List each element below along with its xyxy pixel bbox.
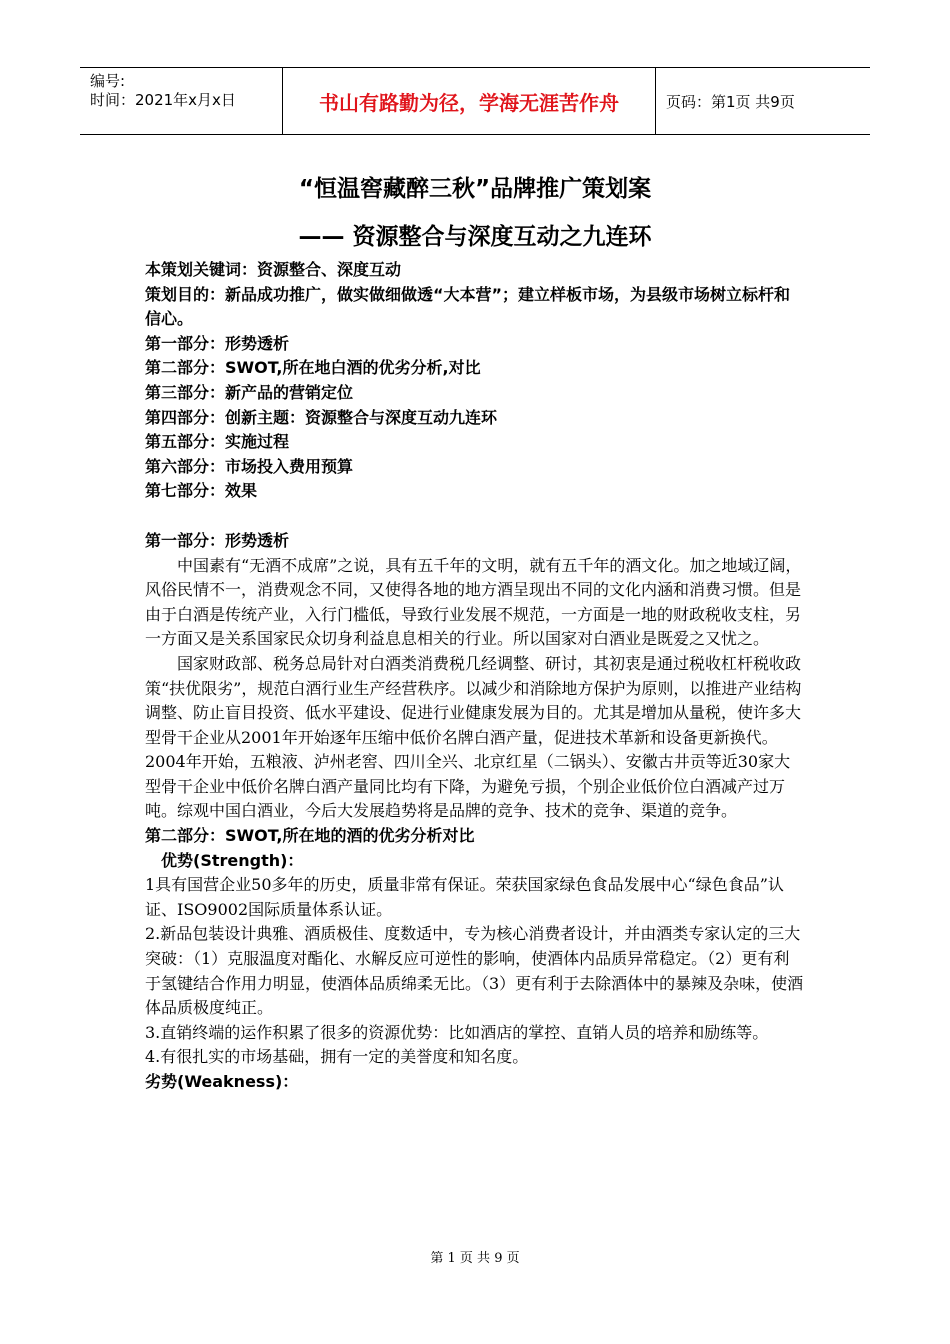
header-meta (80, 68, 282, 134)
page-header (80, 67, 870, 135)
strength-item: 2.新品包装设计典雅、酒质极佳、度数适中，专为核心消费者设计，并由酒类专家认定的三大突破：（1）克服温度对酯化、水解反应可逆性的影响，使酒体内品质异常稳定。（2）更有利于氢键结合作用力明显，使酒体品质绵柔无比。（3）更有利于去除酒体中的暴辣及杂味，使酒体品质极度纯正。 (145, 924, 804, 1018)
toc-item: 第四部分：创新主题：资源整合与深度互动九连环 (145, 407, 498, 427)
toc-item: 第三部分：新产品的营销定位 (145, 382, 354, 402)
toc-item: 第一部分：形势透析 (145, 333, 290, 353)
toc-item: 第二部分：SWOT,所在地白酒的优劣分析,对比 (145, 358, 481, 378)
toc-item: 第七部分：效果 (145, 481, 258, 501)
section1-paragraph: 中国素有“无酒不成席”之说，具有五千年的文明，就有五千年的酒文化。加之地域辽阔，风俗民情不一，消费观念不同，又使得各地的地方酒呈现出不同的文化内涵和消费习惯。但是由于白酒是传统产业，入行门槛低，导致行业发展不规范，一方面是一地的财政税收支柱，另一方面又是关系国家民众切身利益息息相关的行业。所以国家对白酒业是既爱之又忧之。 (145, 555, 802, 649)
time-label: 时间：2021年x月x日 (90, 91, 236, 109)
section1-paragraph: 国家财政部、税务总局针对白酒类消费税几经调整、研讨，其初衷是通过税收杠杆税收政策“扶优限劣”，规范白酒行业生产经营秩序。以减少和消除地方保护为原则，以推进产业结构调整、防止盲目投资、低水平建设、促进行业健康发展为目的。尤其是增加从量税，使许多大型骨干企业从2001年开始逐年压缩中低价名牌白酒产量，促进技术革新和设备更新换代。2004年开始，五粮液、泸州老窖、四川全兴、北京红星（二锅头）、安徽古井贡等近30家大型骨干企业中低价名牌白酒产量同比均有下降，为避免亏损，个别企业低价位白酒减产过万吨。综观中国白酒业，今后大发展趋势将是品牌的竞争、技术的竞争、渠道的竞争。 (145, 653, 802, 821)
strength-item: 1具有国营企业50多年的历史，质量非常有保证。荣获国家绿色食品发展中心“绿色食品”认证、ISO9002国际质量体系认证。 (145, 875, 784, 919)
document-title: “恒温窖藏醉三秋”品牌推广策划案 (298, 176, 652, 202)
header-page-info: 页码：第1页 共9页 (666, 92, 795, 111)
toc-item: 第六部分：市场投入费用预算 (145, 456, 354, 476)
number-label: 编号: (90, 72, 126, 90)
page-footer: 第 1 页 共 9 页 (430, 1251, 520, 1266)
header-motto: 书山有路勤为径，学海无涯苦作舟 (282, 68, 656, 134)
keywords-line: 本策划关键词：资源整合、深度互动 (145, 260, 402, 279)
strength-item: 3.直销终端的运作积累了很多的资源优势：比如酒店的掌控、直销人员的培养和励练等。 (145, 1022, 769, 1042)
toc-item: 第五部分：实施过程 (145, 432, 290, 452)
spacer (145, 504, 805, 529)
section2-heading: 第二部分：SWOT,所在地的酒的优劣分析对比 (145, 826, 475, 846)
section1-heading: 第一部分：形势透析 (145, 530, 290, 550)
strength-item: 4.有很扎实的市场基础，拥有一定的美誉度和知名度。 (145, 1047, 529, 1067)
strength-label: 优势(Strength)： (161, 850, 304, 870)
document-body (145, 258, 805, 1095)
purpose-line: 策划目的：新品成功推广，做实做细做透“大本营”；建立样板市场，为县级市场树立标杆和信心。 (145, 284, 791, 329)
weakness-label: 劣势(Weakness)： (145, 1072, 299, 1091)
document-subtitle: —— 资源整合与深度互动之九连环 (298, 224, 652, 250)
